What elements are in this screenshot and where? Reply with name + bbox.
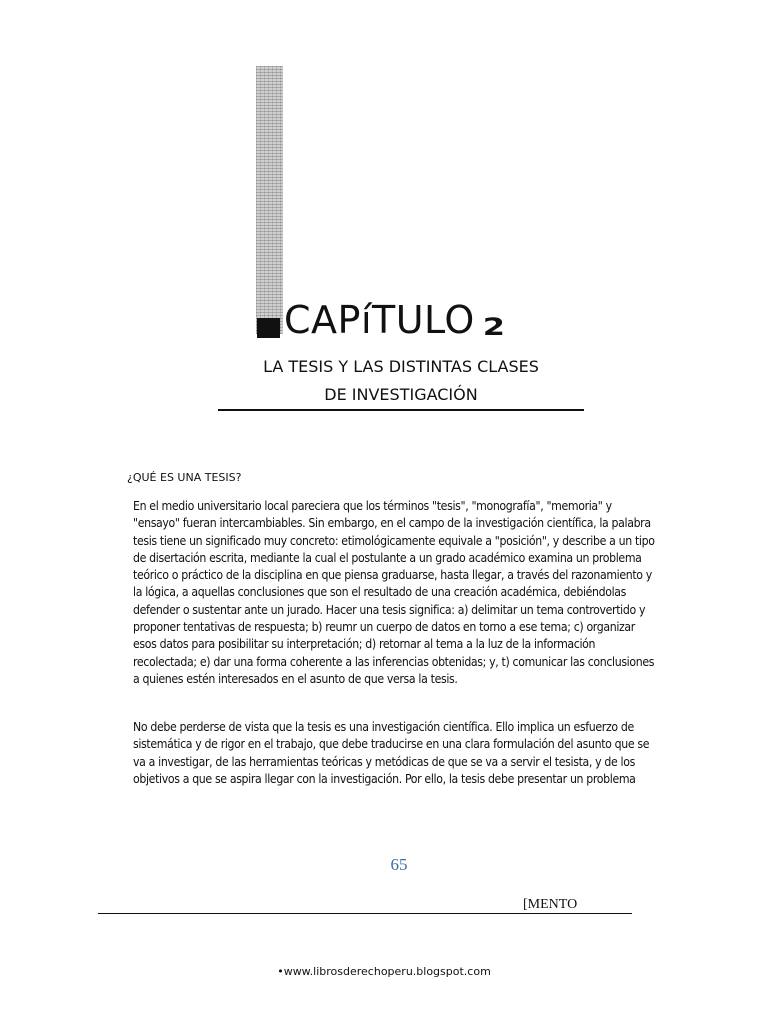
footer-url: •www.librosderechoperu.blogspot.com — [277, 965, 491, 978]
chapter-title — [218, 353, 584, 409]
chapter-title-line-2: DE INVESTIGACIÓN — [324, 385, 478, 404]
chapter-heading — [284, 298, 506, 342]
footnote-text: [MENTO — [523, 897, 578, 912]
title-divider — [218, 409, 584, 411]
page-number: 65 — [390, 855, 408, 874]
chapter-title-line-1: LA TESIS Y LAS DISTINTAS CLASES — [263, 357, 539, 376]
chapter-bullet-square — [257, 318, 280, 338]
paragraph-2: No debe perderse de vista que la tesis es una investigación científica. Ello implica un esfuerzo de sistemática y de rigor en el trabajo, que debe traducirse en una clara formulación del asunto que se va a investigar, de las herramientas teóricas y metódicas de que se va a servir el tesista, y de los objetivos a que se aspira llegar con la investigación. Por ello, la tesis debe presentar un problema — [133, 720, 650, 786]
section-heading: ¿QUÉ ES UNA TESIS? — [127, 471, 242, 484]
chapter-number: 2 — [482, 312, 506, 341]
chapter-decorative-bar — [256, 66, 283, 334]
paragraph-1: En el medio universitario local pareciera que los términos "tesis", "monografía", "memoria" y "ensayo" fueran intercambiables. Sin embargo, en el campo de la investigación científica, la palabra tesis tiene un significado muy concreto: etimológicamente equivale a "posición", y describe a un tipo de disertación escrita, mediante la cual el postulante a un grado académico examina un problema teórico o práctico de la disciplina en que piensa graduarse, hasta llegar, a través del razonamiento y la lógica, a aquellas conclusiones que son el resultado de una creación académica, debiéndolas defender o sustentar ante un jurado. Hacer una tesis significa: a) delimitar un tema controvertido y proponer tentativas de respuesta; b) reumr un cuerpo de datos en torno a ese tema; c) organizar esos datos para posibilitar su interpretación; d) retornar al tema a la luz de la información recolectada; e) dar una forma coherente a las inferencias obtenidas; y, t) comunicar las conclusiones a quienes estén interesados en el asunto de que versa la tesis. — [133, 499, 655, 686]
footer-divider — [98, 913, 632, 914]
chapter-label: CAPíTULO — [284, 298, 475, 342]
